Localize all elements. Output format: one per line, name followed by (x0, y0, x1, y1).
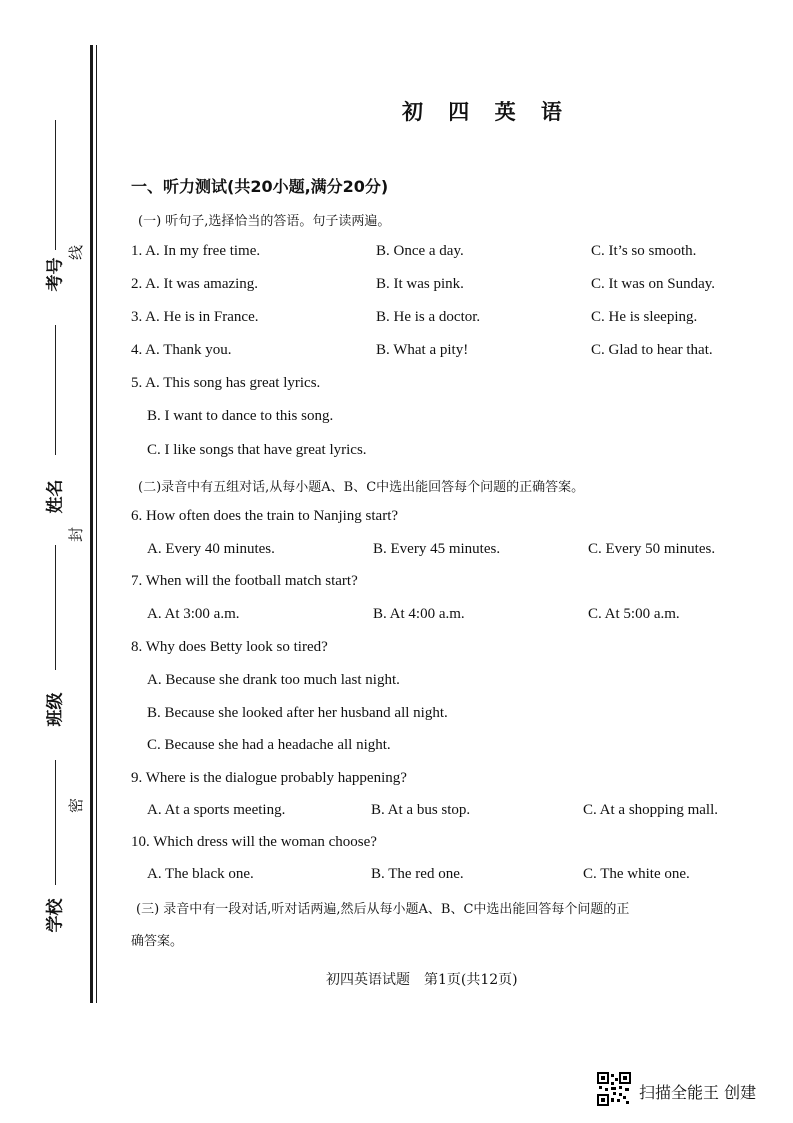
binding-rule-inner (96, 45, 97, 1003)
q6-option-c: C. Every 50 minutes. (588, 541, 716, 557)
q8-option-a: A. Because she drank too much last night. (147, 672, 400, 688)
exam-number-blank (55, 120, 56, 250)
part3-instruction-line2: 确答案。 (131, 934, 184, 949)
page-footer: 初四英语试题 第1页(共12页) (326, 972, 518, 988)
q9-option-a: A. At a sports meeting. (147, 802, 286, 818)
q10-option-a: A. The black one. (147, 866, 254, 882)
q9-option-b: B. At a bus stop. (371, 802, 471, 818)
seal-mark-seal: 封 (67, 526, 86, 543)
class-blank (55, 760, 56, 885)
q6-option-a: A. Every 40 minutes. (147, 541, 275, 557)
q7-option-a: A. At 3:00 a.m. (147, 606, 240, 622)
q8-option-b: B. Because she looked after her husband all night. (147, 705, 448, 721)
q5-option-c: C. I like songs that have great lyrics. (147, 442, 367, 458)
exam-number-blank-lower (55, 325, 56, 455)
q3-option-c: C. He is sleeping. (591, 309, 698, 325)
scanner-watermark-text: 扫描全能王 创建 (639, 1083, 757, 1102)
q3-option-a: 3. A. He is in France. (131, 309, 259, 325)
q2-option-c: C. It was on Sunday. (591, 276, 716, 292)
q10-option-c: C. The white one. (583, 866, 690, 882)
q7-option-b: B. At 4:00 a.m. (373, 606, 465, 622)
q6-option-b: B. Every 45 minutes. (373, 541, 501, 557)
q5-option-a: 5. A. This song has great lyrics. (131, 375, 321, 391)
q2-option-a: 2. A. It was amazing. (131, 276, 259, 292)
q10-option-b: B. The red one. (371, 866, 464, 882)
q9-stem: 9. Where is the dialogue probably happening? (131, 770, 407, 786)
q8-option-c: C. Because she had a headache all night. (147, 737, 391, 753)
page-title: 初 四 英 语 (402, 100, 571, 124)
q4-option-c: C. Glad to hear that. (591, 342, 713, 358)
q5-option-b: B. I want to dance to this song. (147, 408, 334, 424)
q1-option-b: B. Once a day. (376, 243, 464, 259)
q2-option-b: B. It was pink. (376, 276, 464, 292)
school-label: 学校 (45, 898, 66, 933)
q7-option-c: C. At 5:00 a.m. (588, 606, 680, 622)
name-blank (55, 545, 56, 670)
q8-stem: 8. Why does Betty look so tired? (131, 639, 328, 655)
q10-stem: 10. Which dress will the woman choose? (131, 834, 377, 850)
q9-option-c: C. At a shopping mall. (583, 802, 718, 818)
q1-option-a: 1. A. In my free time. (131, 243, 261, 259)
part2-instruction: (二)录音中有五组对话,从每小题A、B、C中选出能回答每个问题的正确答案。 (138, 480, 585, 495)
part1-instruction: (一) 听句子,选择恰当的答语。句子读两遍。 (138, 214, 391, 229)
seal-mark-secret: 密 (67, 797, 86, 814)
q4-option-a: 4. A. Thank you. (131, 342, 232, 358)
q6-stem: 6. How often does the train to Nanjing start? (131, 508, 399, 524)
exam-number-label: 考号 (45, 257, 66, 292)
binding-rule-outer (90, 45, 93, 1003)
q1-option-c: C. It’s so smooth. (591, 243, 697, 259)
name-label: 姓名 (45, 479, 66, 514)
qr-code-icon (597, 1072, 631, 1106)
part3-instruction-line1: (三) 录音中有一段对话,听对话两遍,然后从每小题A、B、C中选出能回答每个问题的正 (136, 902, 630, 917)
section-heading: 一、听力测试(共20小题,满分20分) (131, 177, 389, 196)
seal-mark-line: 线 (67, 244, 86, 261)
q4-option-b: B. What a pity! (376, 342, 469, 358)
class-label: 班级 (45, 692, 66, 727)
q7-stem: 7. When will the football match start? (131, 573, 358, 589)
q3-option-b: B. He is a doctor. (376, 309, 481, 325)
